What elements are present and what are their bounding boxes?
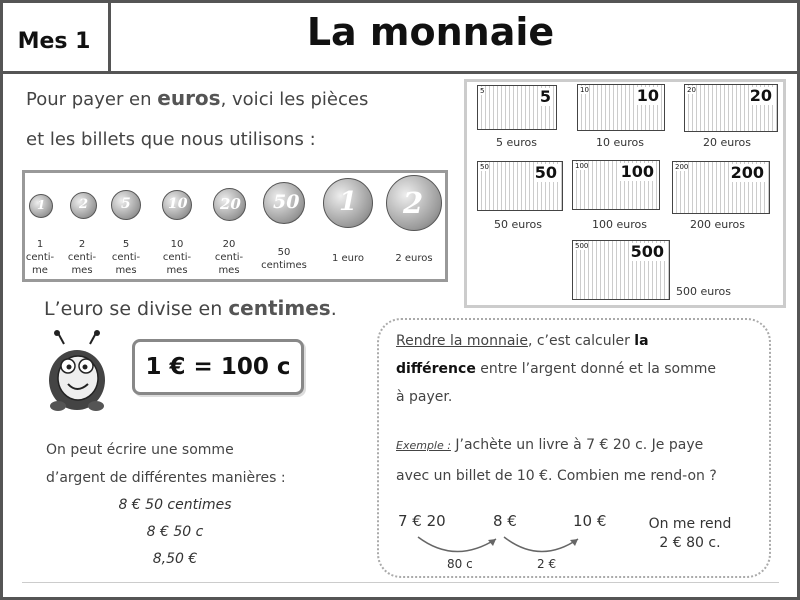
coin-label-1-a: 1	[36, 239, 44, 250]
example-label: Exemple :	[396, 439, 451, 452]
banknote-200-small: 200	[675, 163, 689, 171]
coin-label-5-b: centi-	[111, 252, 141, 263]
amount-middle: 8 €	[493, 512, 517, 530]
coin-2e-value: 2	[403, 186, 424, 220]
banknote-500-small: 500	[575, 242, 589, 250]
sum-intro-text	[46, 436, 346, 492]
coin-1-value: 1	[37, 198, 46, 212]
banknote-500	[572, 240, 670, 300]
divides-part2: .	[330, 298, 337, 320]
change-part1: , c’est calculer	[527, 333, 635, 349]
coin-label-10-c: mes	[166, 265, 188, 276]
coin-label-10-b: centi-	[162, 252, 192, 263]
banknote-20-label: 20 euros	[703, 136, 751, 149]
change-part3: à payer.	[396, 389, 453, 405]
euro-centime-equality: 1 € = 100 c	[132, 339, 304, 395]
change-word-la: la	[634, 333, 649, 349]
banknote-100-value: 100	[620, 162, 654, 181]
sum-intro-line1: On peut écrire une somme	[46, 442, 234, 458]
banknote-50-small: 50	[480, 163, 489, 171]
banknote-20-value: 20	[749, 86, 772, 105]
coin-label-20-b: centi-	[214, 252, 244, 263]
divides-word-centimes: centimes	[228, 296, 331, 320]
coin-1e-value: 1	[339, 187, 358, 217]
banknote-10-label: 10 euros	[596, 136, 644, 149]
coin-label-2-b: centi-	[67, 252, 97, 263]
coin-label-10-a: 10	[170, 239, 184, 250]
coin-label-50	[256, 246, 312, 272]
coin-label-2-euros	[384, 252, 444, 265]
coin-label-1	[22, 238, 58, 277]
example-line1: J’achète un livre à 7 € 20 c. Je paye	[450, 437, 704, 453]
coin-label-2	[64, 238, 100, 277]
euro-divides-text	[44, 296, 337, 320]
banknote-10-small: 10	[580, 86, 589, 94]
counting-up-arrows	[400, 525, 600, 565]
banknote-10-value: 10	[636, 86, 659, 105]
result-line2: 2 € 80 c.	[659, 535, 721, 551]
change-term: Rendre la monnaie	[396, 333, 528, 349]
mascot-illustration	[44, 330, 110, 412]
banknote-50-label: 50 euros	[494, 218, 542, 231]
banknote-50-value: 50	[534, 163, 557, 182]
coin-label-50-b: centimes	[261, 260, 307, 271]
banknote-10	[577, 84, 665, 131]
coin-label-50-a: 50	[277, 247, 291, 258]
banknote-5	[477, 85, 557, 130]
banknote-20	[684, 84, 778, 132]
banknote-200-label: 200 euros	[690, 218, 745, 231]
coin-label-5-c: mes	[115, 265, 137, 276]
coin-20-value: 20	[220, 195, 241, 213]
amount-start: 7 € 20	[398, 512, 446, 530]
banknote-100	[572, 160, 660, 210]
banknote-20-small: 20	[687, 86, 696, 94]
coin-label-20-a: 20	[222, 239, 236, 250]
banknote-5-small: 5	[480, 87, 485, 95]
sum-intro-line2: d’argent de différentes manières :	[46, 470, 286, 486]
coin-label-1-euro	[318, 252, 378, 265]
difference-1: 80 c	[447, 557, 473, 571]
banknote-200	[672, 161, 770, 214]
coin-2-value: 2	[79, 197, 89, 212]
sum-form-2: 8 € 50 c	[146, 524, 204, 540]
coin-label-1-b: centi-	[25, 252, 55, 263]
banknote-5-value: 5	[539, 87, 551, 106]
bottom-divider	[22, 582, 779, 583]
difference-2: 2 €	[537, 557, 557, 571]
change-definition	[396, 327, 766, 411]
coin-label-1e-a: 1 euro	[331, 253, 365, 264]
coin-label-20	[211, 238, 247, 277]
coin-label-5	[108, 238, 144, 277]
sum-forms-list	[90, 492, 260, 573]
example-text	[396, 430, 768, 491]
example-line2: avec un billet de 10 €. Combien me rend-on ?	[396, 468, 717, 484]
example-result	[638, 515, 742, 553]
change-part2: entre l’argent donné et la somme	[475, 361, 716, 377]
banknote-500-value: 500	[630, 242, 664, 261]
coin-label-1-c: me	[32, 265, 48, 276]
intro-line2: et les billets que nous utilisons :	[26, 129, 316, 150]
sum-form-3: 8,50 €	[152, 551, 198, 567]
intro-part2: , voici les pièces	[220, 89, 369, 110]
change-word-difference: différence	[396, 361, 476, 377]
coin-50-value: 50	[273, 191, 300, 213]
intro-text	[26, 78, 446, 160]
banknote-5-label: 5 euros	[496, 136, 537, 149]
banknote-100-small: 100	[575, 162, 589, 170]
divides-part1: L’euro se divise en	[44, 298, 229, 320]
intro-word-euros: euros	[157, 86, 221, 110]
coin-label-20-c: mes	[218, 265, 240, 276]
page-title: La monnaie	[111, 0, 800, 74]
sum-form-1: 8 € 50 centimes	[118, 497, 232, 513]
coin-label-10	[159, 238, 195, 277]
coin-label-2-c: mes	[71, 265, 93, 276]
result-line1: On me rend	[648, 516, 732, 532]
banknote-200-value: 200	[730, 163, 764, 182]
banknote-100-label: 100 euros	[592, 218, 647, 231]
coin-5-value: 5	[121, 196, 131, 212]
intro-part1: Pour payer en	[26, 89, 158, 110]
coin-label-2e-a: 2 euros	[395, 253, 433, 264]
lesson-code: Mes 1	[0, 0, 111, 74]
banknote-50	[477, 161, 563, 211]
banknote-500-label: 500 euros	[676, 285, 731, 298]
amount-end: 10 €	[573, 512, 607, 530]
coin-label-5-a: 5	[122, 239, 130, 250]
coin-label-2-a: 2	[78, 239, 86, 250]
coin-10-value: 10	[168, 196, 188, 212]
